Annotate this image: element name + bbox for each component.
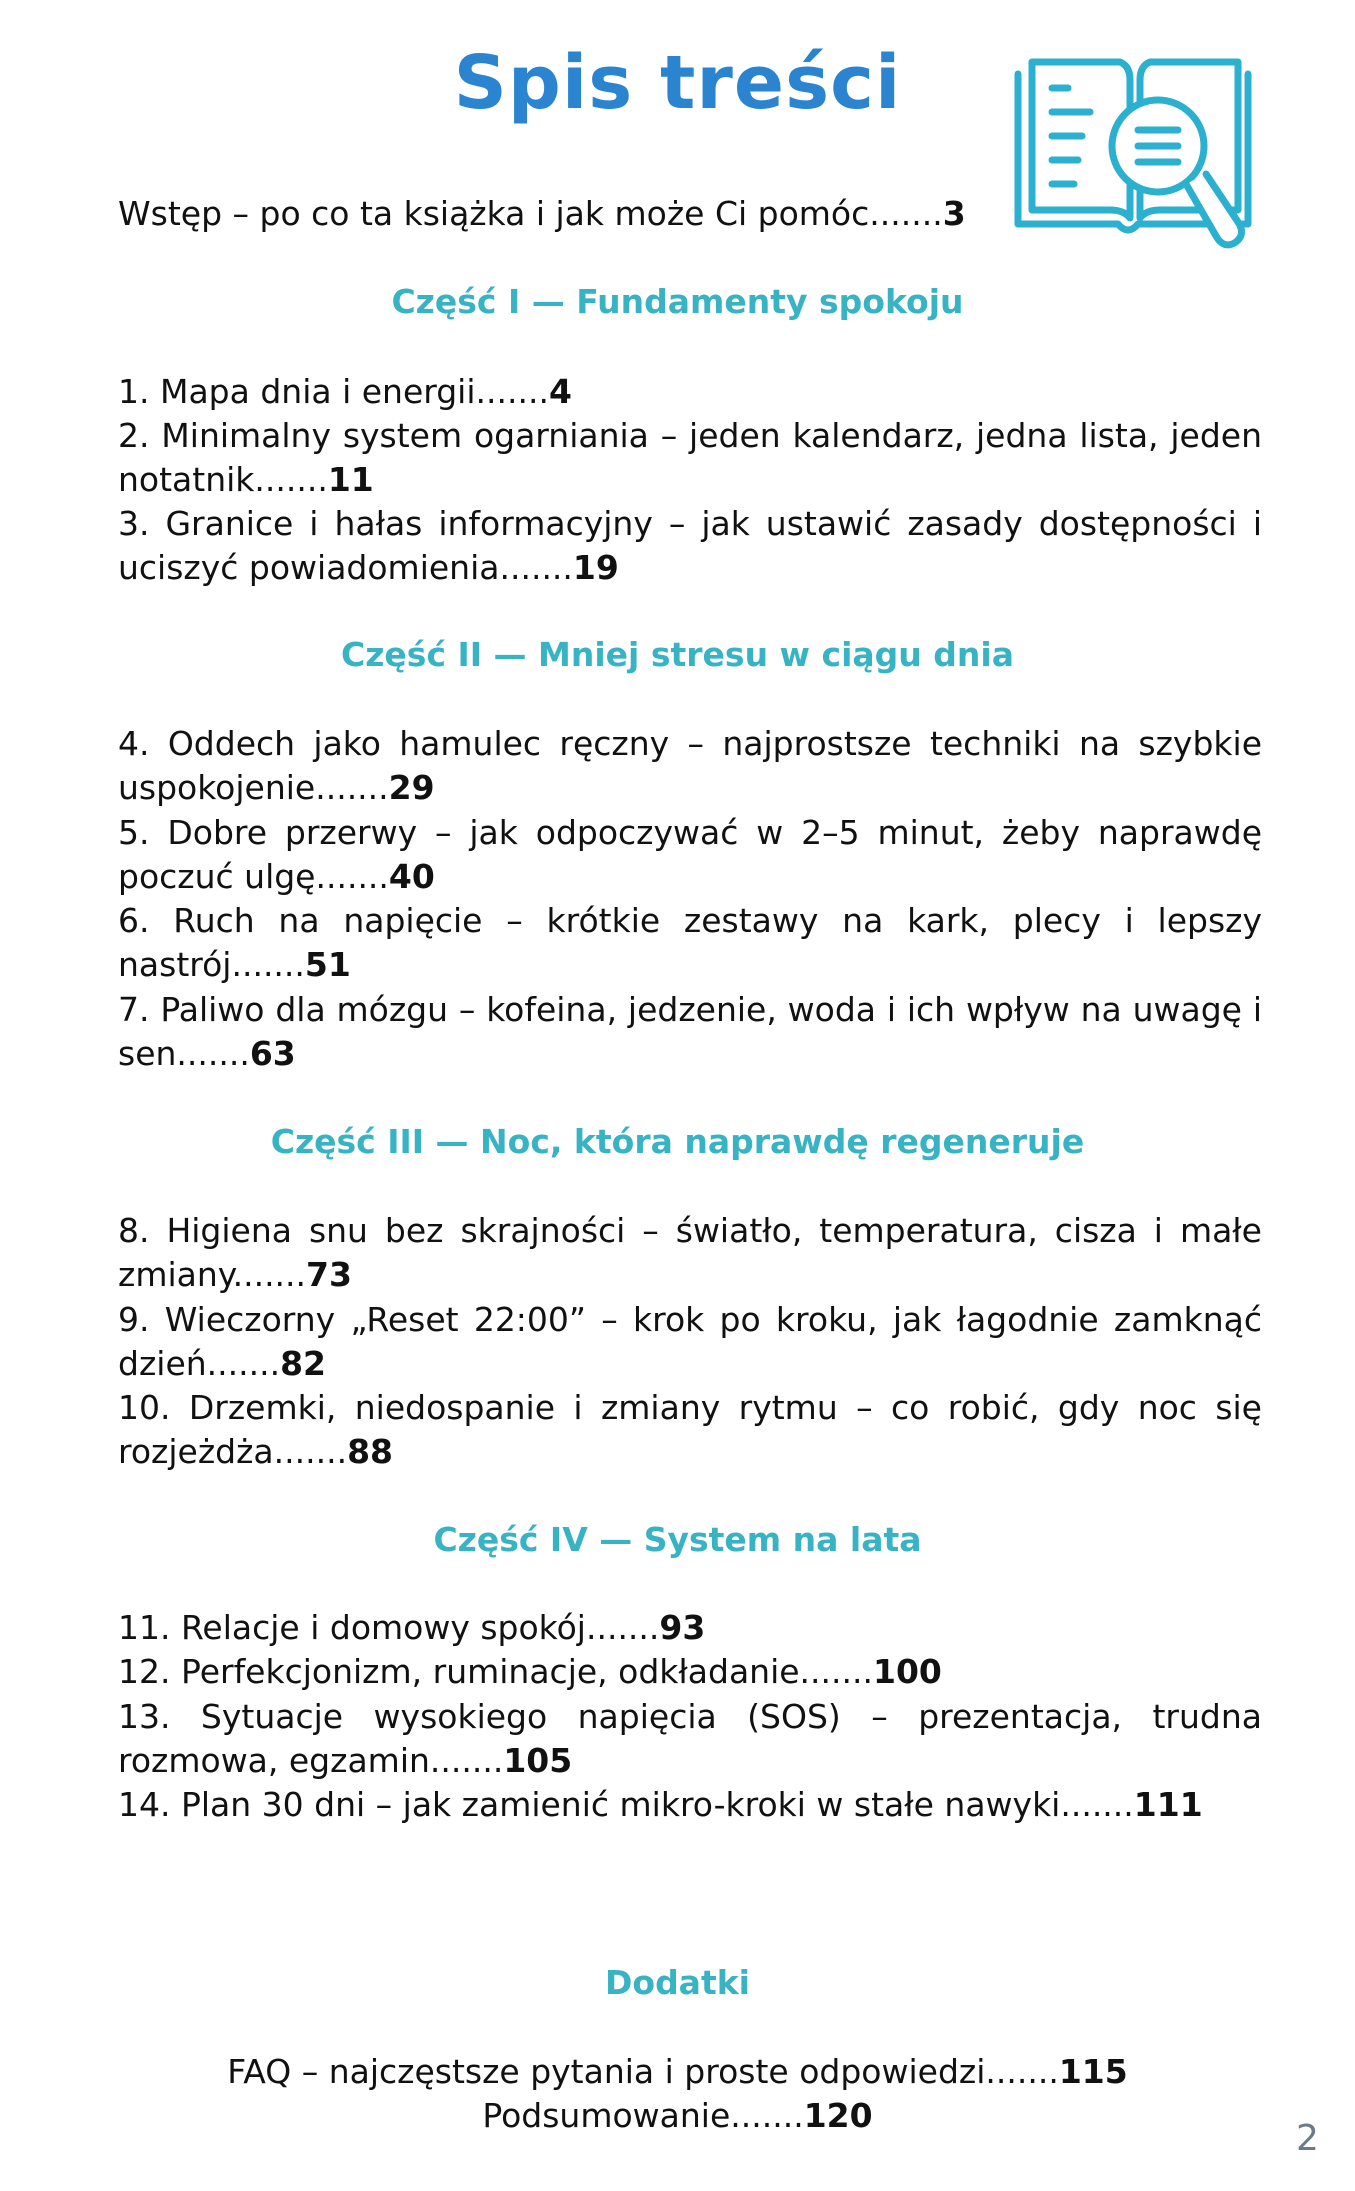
page-number: 2 xyxy=(1296,2118,1319,2159)
toc-entry[interactable] xyxy=(118,414,1262,502)
toc-entry[interactable] xyxy=(118,1298,1262,1386)
toc-entry[interactable] xyxy=(118,988,1262,1076)
toc-entry-text: 12. Perfekcjonizm, ruminacje, odkładanie....... xyxy=(118,1652,873,1691)
part-2-heading: Część II — Mniej stresu w ciągu dnia xyxy=(341,635,1014,674)
toc-entry-text: 13. Sytuacje wysokiego napięcia (SOS) – prezentacja, trudna rozmowa, egzamin....... xyxy=(118,1697,1262,1780)
toc-page-number: 29 xyxy=(388,768,435,807)
part-4-heading: Część IV — System na lata xyxy=(433,1520,922,1559)
toc-page-number: 63 xyxy=(249,1034,296,1073)
appendix-heading: Dodatki xyxy=(605,1963,750,2002)
toc-entry[interactable] xyxy=(118,811,1262,899)
toc-entry-text: 2. Minimalny system ogarniania – jeden kalendarz, jedna lista, jeden notatnik....... xyxy=(118,416,1262,499)
toc-page-number: 105 xyxy=(503,1741,573,1780)
toc-entry-text: 11. Relacje i domowy spokój....... xyxy=(118,1608,660,1647)
toc-entry-text: 10. Drzemki, niedospanie i zmiany rytmu – co robić, gdy noc się rozjeżdża....... xyxy=(118,1388,1262,1471)
toc-entry-text: Wstęp – po co ta książka i jak może Ci pomóc....... xyxy=(118,194,943,233)
toc-entry[interactable] xyxy=(118,1386,1262,1474)
part-3-heading: Część III — Noc, która naprawdę regeneruje xyxy=(270,1122,1085,1161)
toc-page-number: 11 xyxy=(327,460,374,499)
toc-page-number: 4 xyxy=(548,372,572,411)
toc-entry-text: 8. Higiena snu bez skrajności – światło, temperatura, cisza i małe zmiany....... xyxy=(118,1211,1262,1294)
page-title: Spis treści xyxy=(453,40,902,126)
toc-page-number: 40 xyxy=(388,857,435,896)
toc-entry-intro[interactable] xyxy=(118,192,1262,236)
toc-entry[interactable] xyxy=(118,1695,1262,1783)
toc-page-number: 73 xyxy=(306,1255,352,1294)
toc-entry[interactable] xyxy=(118,899,1262,987)
toc-page-number: 115 xyxy=(1058,2052,1128,2091)
toc-page-number: 3 xyxy=(942,194,966,233)
toc-entry[interactable] xyxy=(118,502,1262,590)
toc-entry[interactable] xyxy=(118,370,1262,414)
toc-entry-text: 3. Granice i hałas informacyjny – jak ustawić zasady dostępności i uciszyć powiadomienia....... xyxy=(118,504,1262,587)
toc-page-number: 82 xyxy=(280,1344,327,1383)
toc-page-number: 93 xyxy=(659,1608,706,1647)
toc-entry-text: 9. Wieczorny „Reset 22:00” – krok po kroku, jak łagodnie zamknąć dzień....... xyxy=(118,1300,1262,1383)
toc-page-number: 51 xyxy=(304,945,351,984)
toc-page-number: 111 xyxy=(1133,1785,1203,1824)
toc-page-number: 19 xyxy=(572,548,619,587)
toc-entry-text: Podsumowanie....... xyxy=(482,2096,804,2135)
toc-entry-text: 4. Oddech jako hamulec ręczny – najprostsze techniki na szybkie uspokojenie....... xyxy=(118,724,1262,807)
toc-entry-text: 6. Ruch na napięcie – krótkie zestawy na kark, plecy i lepszy nastrój....... xyxy=(118,901,1262,984)
toc-page-number: 100 xyxy=(873,1652,942,1691)
toc-page-number: 88 xyxy=(347,1432,394,1471)
toc-entry-text: 14. Plan 30 dni – jak zamienić mikro-kroki w stałe nawyki....... xyxy=(118,1785,1134,1824)
toc-entry[interactable] xyxy=(118,1209,1262,1297)
toc-entry-text: 1. Mapa dnia i energii....... xyxy=(118,372,549,411)
toc-page-number: 120 xyxy=(803,2096,873,2135)
toc-entry[interactable] xyxy=(118,1783,1262,1827)
part-1-heading: Część I — Fundamenty spokoju xyxy=(391,282,964,321)
toc-entry[interactable] xyxy=(118,1606,1262,1650)
toc-entry-text: FAQ – najczęstsze pytania i proste odpowiedzi....... xyxy=(227,2052,1059,2091)
toc-entry[interactable] xyxy=(0,2094,1355,2138)
toc-entry-text: 7. Paliwo dla mózgu – kofeina, jedzenie, woda i ich wpływ na uwagę i sen....... xyxy=(118,990,1262,1073)
toc-entry[interactable] xyxy=(0,2050,1355,2094)
toc-entry[interactable] xyxy=(118,1650,1262,1694)
toc-entry-text: 5. Dobre przerwy – jak odpoczywać w 2–5 minut, żeby naprawdę poczuć ulgę....... xyxy=(118,813,1262,896)
toc-entry[interactable] xyxy=(118,722,1262,810)
